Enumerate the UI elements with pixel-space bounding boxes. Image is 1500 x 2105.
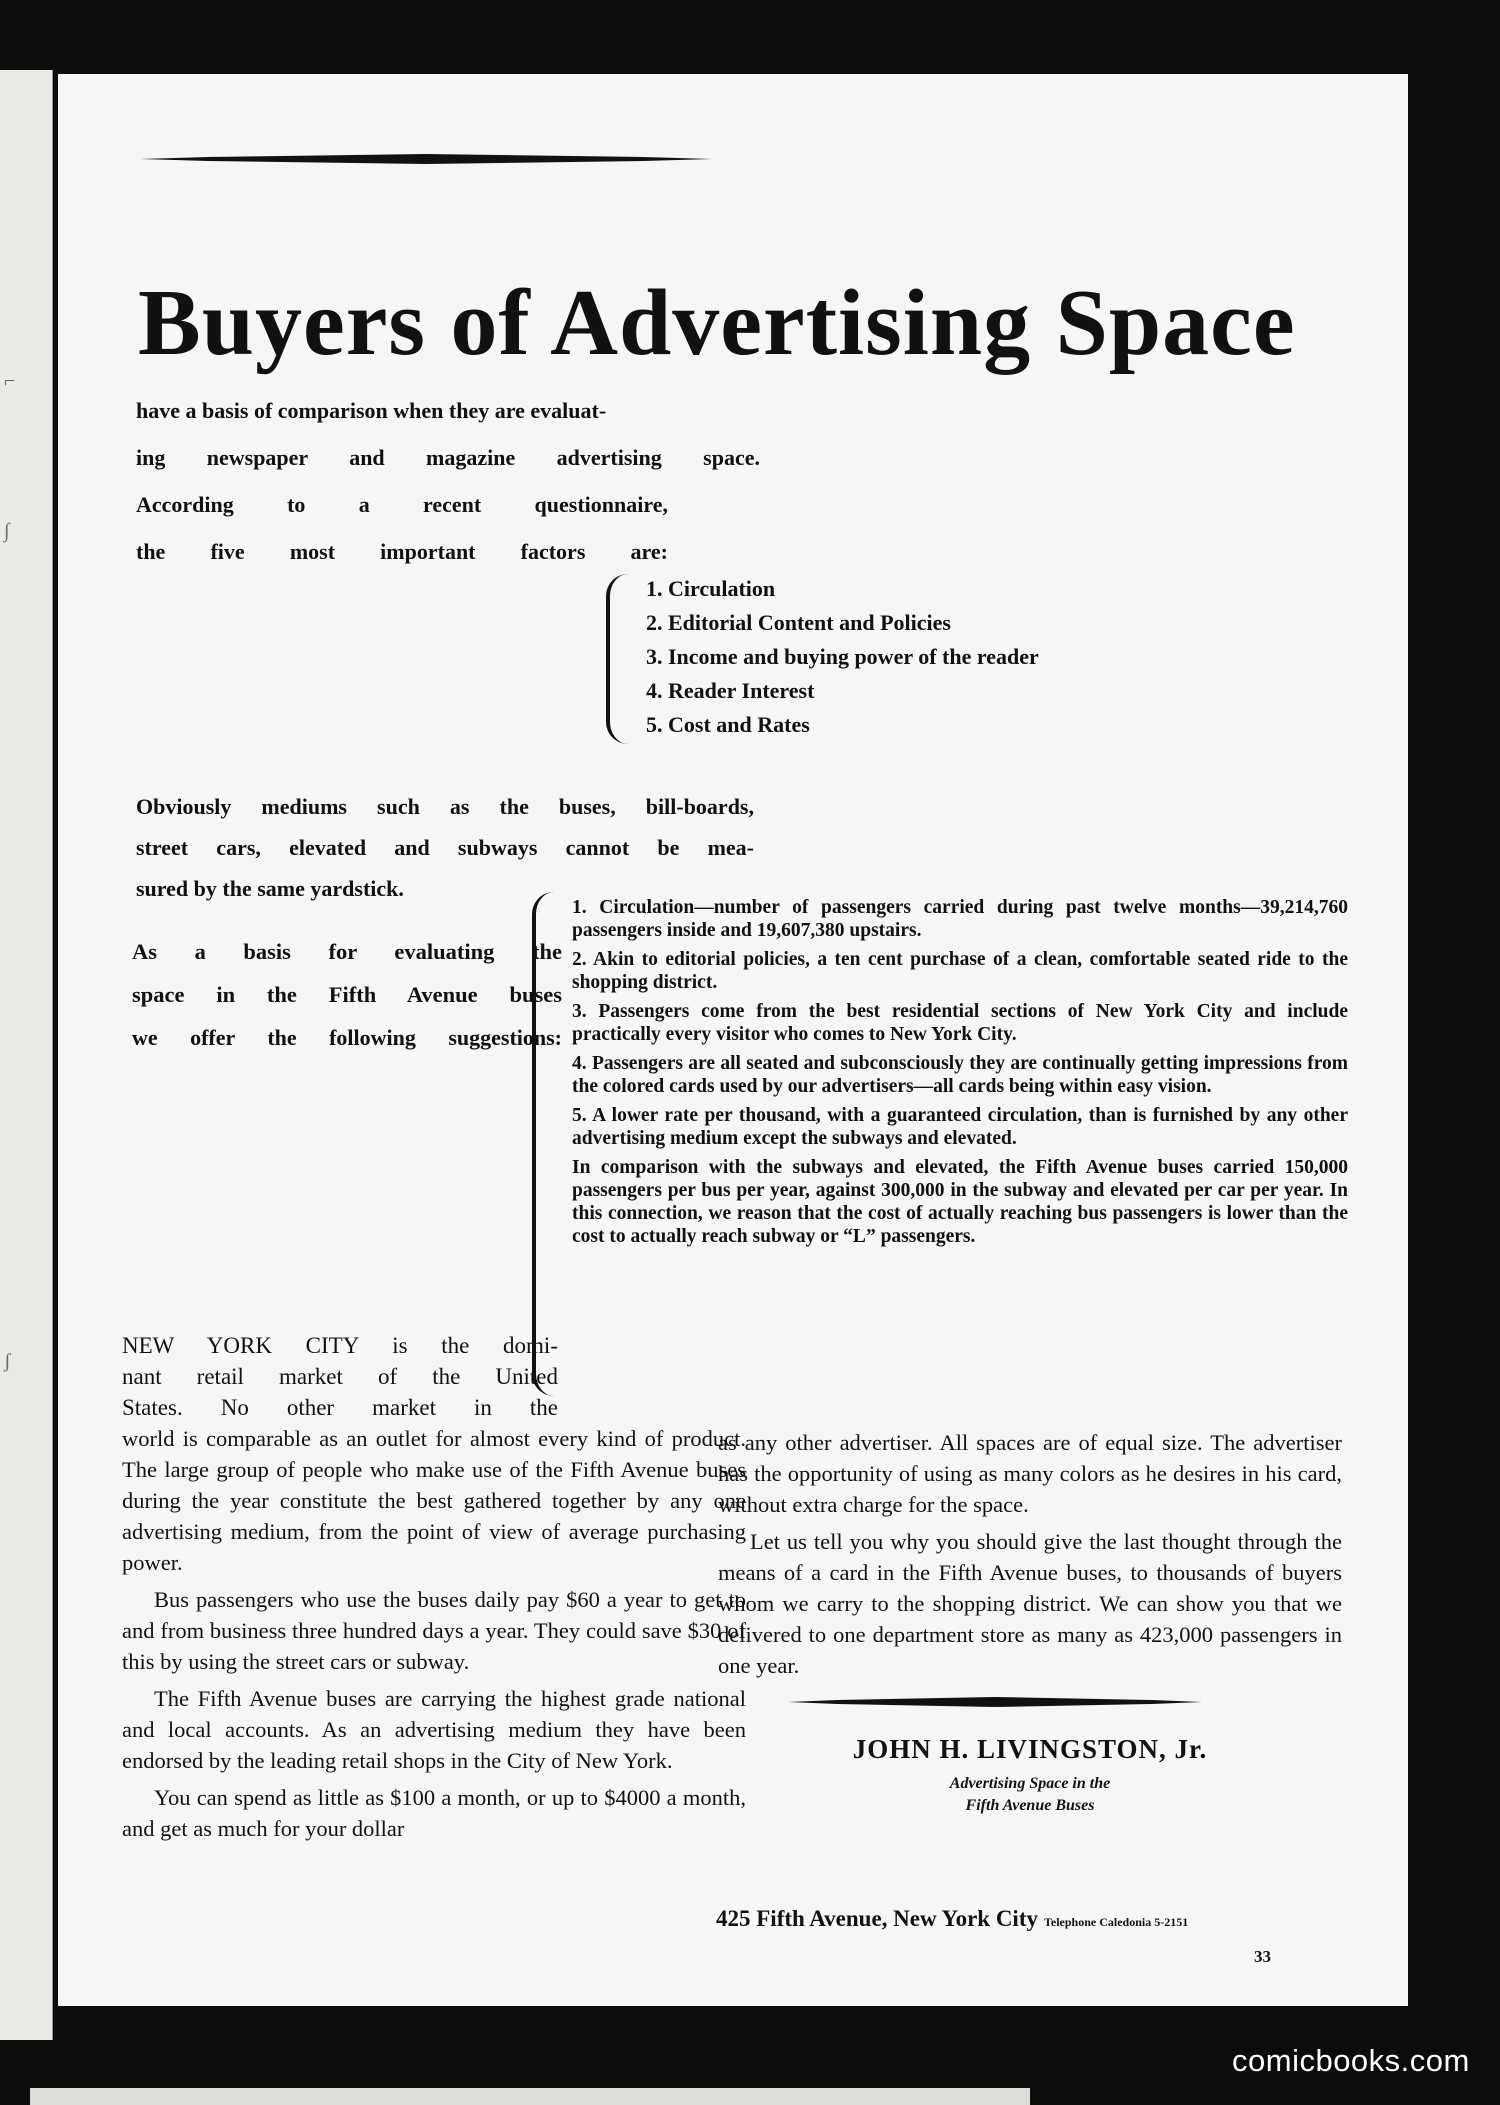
telephone: Telephone Caledonia 5-2151	[1043, 1915, 1189, 1929]
intro-line: ing newspaper and magazine advertising space.	[136, 445, 760, 470]
suggestions-brace	[532, 892, 562, 1396]
advertiser-name: JOHN H. LIVINGSTON, Jr.	[852, 1734, 1208, 1764]
advertiser-tagline: Advertising Space in the	[949, 1775, 1111, 1792]
suggestions-list	[572, 896, 1348, 1254]
left-column	[122, 1423, 746, 1850]
page-number: 33	[1254, 1947, 1271, 1966]
nyc-paragraph: world is comparable as an outlet for almost every kind of product. The large group of people who make use of the Fifth Avenue buses during the year constitute the best gathered together by any one advertising medium, from the point of view of average purchasing power.	[122, 1426, 746, 1575]
suggestion-item: 3. Passengers come from the best residential sections of New York City and include practically every visitor who comes to New York City.	[572, 1001, 1348, 1045]
nyc-line: nant retail market of the United	[122, 1364, 558, 1389]
signature-block	[718, 1734, 1342, 1817]
factor-item: 4. Reader Interest	[646, 678, 815, 703]
scribble-mark: ⌐	[4, 370, 16, 392]
basis-line: space in the Fifth Avenue buses	[132, 982, 562, 1007]
scribble-mark: ʃ	[4, 1350, 11, 1372]
factor-item: 2. Editorial Content and Policies	[646, 610, 951, 635]
body-paragraph: as any other advertiser. All spaces are of equal size. The advertiser has the opportunity of using as many colors as he desires in his card, without extra charge for the space.	[718, 1430, 1342, 1517]
scribble-mark: ∫	[4, 520, 10, 542]
factor-item: 1. Circulation	[646, 576, 776, 601]
page-title: Buyers of Advertising Space	[138, 271, 1296, 375]
address-line	[716, 1906, 1188, 1932]
body-paragraph: You can spend as little as $100 a month, or up to $4000 a month, and get as much for your dollar	[122, 1785, 746, 1841]
suggestion-item: 5. A lower rate per thousand, with a guaranteed circulation, than is furnished by any other advertising medium except the subways and elevated.	[572, 1105, 1348, 1149]
intro-line: the five most important factors are:	[136, 539, 668, 564]
site-watermark: comicbooks.com	[1232, 2043, 1470, 2078]
factor-item: 5. Cost and Rates	[646, 712, 810, 737]
factors-list	[646, 572, 1039, 742]
suggestion-item: In comparison with the subways and elevated, the Fifth Avenue buses carried 150,000 passengers per bus per year, against 300,000 in the subway and elevated per car per year. In this connection, we reason that the cost of actually reaching bus passengers is lower than the cost to actually reach subway or “L” passengers.	[572, 1157, 1348, 1247]
body-paragraph: Let us tell you why you should give the last thought through the means of a card in the Fifth Avenue buses, to thousands of buyers whom we carry to the shopping district. We can show you that we delivered to one department store as many as 423,000 passengers in one year.	[718, 1529, 1342, 1678]
next-page-edge	[30, 2088, 1030, 2105]
body-paragraph: Bus passengers who use the buses daily pay $60 a year to get to and from business three hundred days a year. They could save $30 of this by using the street cars or subway.	[122, 1587, 746, 1674]
list-brace	[606, 574, 628, 744]
signature-rule	[788, 1697, 1202, 1707]
suggestion-item: 1. Circulation—number of passengers carried during past twelve months—39,214,760 passengers inside and 19,607,380 upstairs.	[572, 897, 1348, 941]
suggestion-item: 2. Akin to editorial policies, a ten cent purchase of a clean, comfortable seated ride to the shopping district.	[572, 949, 1348, 993]
nyc-line: NEW YORK CITY is the domi-	[122, 1333, 558, 1358]
right-column	[718, 1427, 1342, 1687]
basis-line: As a basis for evaluating the	[132, 939, 562, 964]
advertiser-tagline: Fifth Avenue Buses	[965, 1797, 1095, 1814]
street-address: 425 Fifth Avenue, New York City	[716, 1906, 1038, 1931]
mediums-line: Obviously mediums such as the buses, bill-boards,	[136, 794, 754, 819]
magazine-page	[58, 74, 1408, 2006]
suggestion-item: 4. Passengers are all seated and subconsciously they are continually getting impressions from the colored cards used by our advertisers—all cards being within easy vision.	[572, 1053, 1348, 1097]
top-ornamental-rule	[140, 154, 712, 164]
intro-line: have a basis of comparison when they are evaluat-	[136, 398, 607, 423]
adjacent-page-edge	[0, 70, 53, 2040]
basis-line: we offer the following suggestions:	[132, 1025, 562, 1050]
nyc-line: States. No other market in the	[122, 1395, 558, 1420]
body-paragraph: The Fifth Avenue buses are carrying the highest grade national and local accounts. As an advertising medium they have been endorsed by the leading retail shops in the City of New York.	[122, 1686, 746, 1773]
mediums-line: street cars, elevated and subways cannot be mea-	[136, 835, 754, 860]
mediums-line: sured by the same yardstick.	[136, 876, 404, 901]
intro-line: According to a recent questionnaire,	[136, 492, 668, 517]
factor-item: 3. Income and buying power of the reader	[646, 644, 1039, 669]
